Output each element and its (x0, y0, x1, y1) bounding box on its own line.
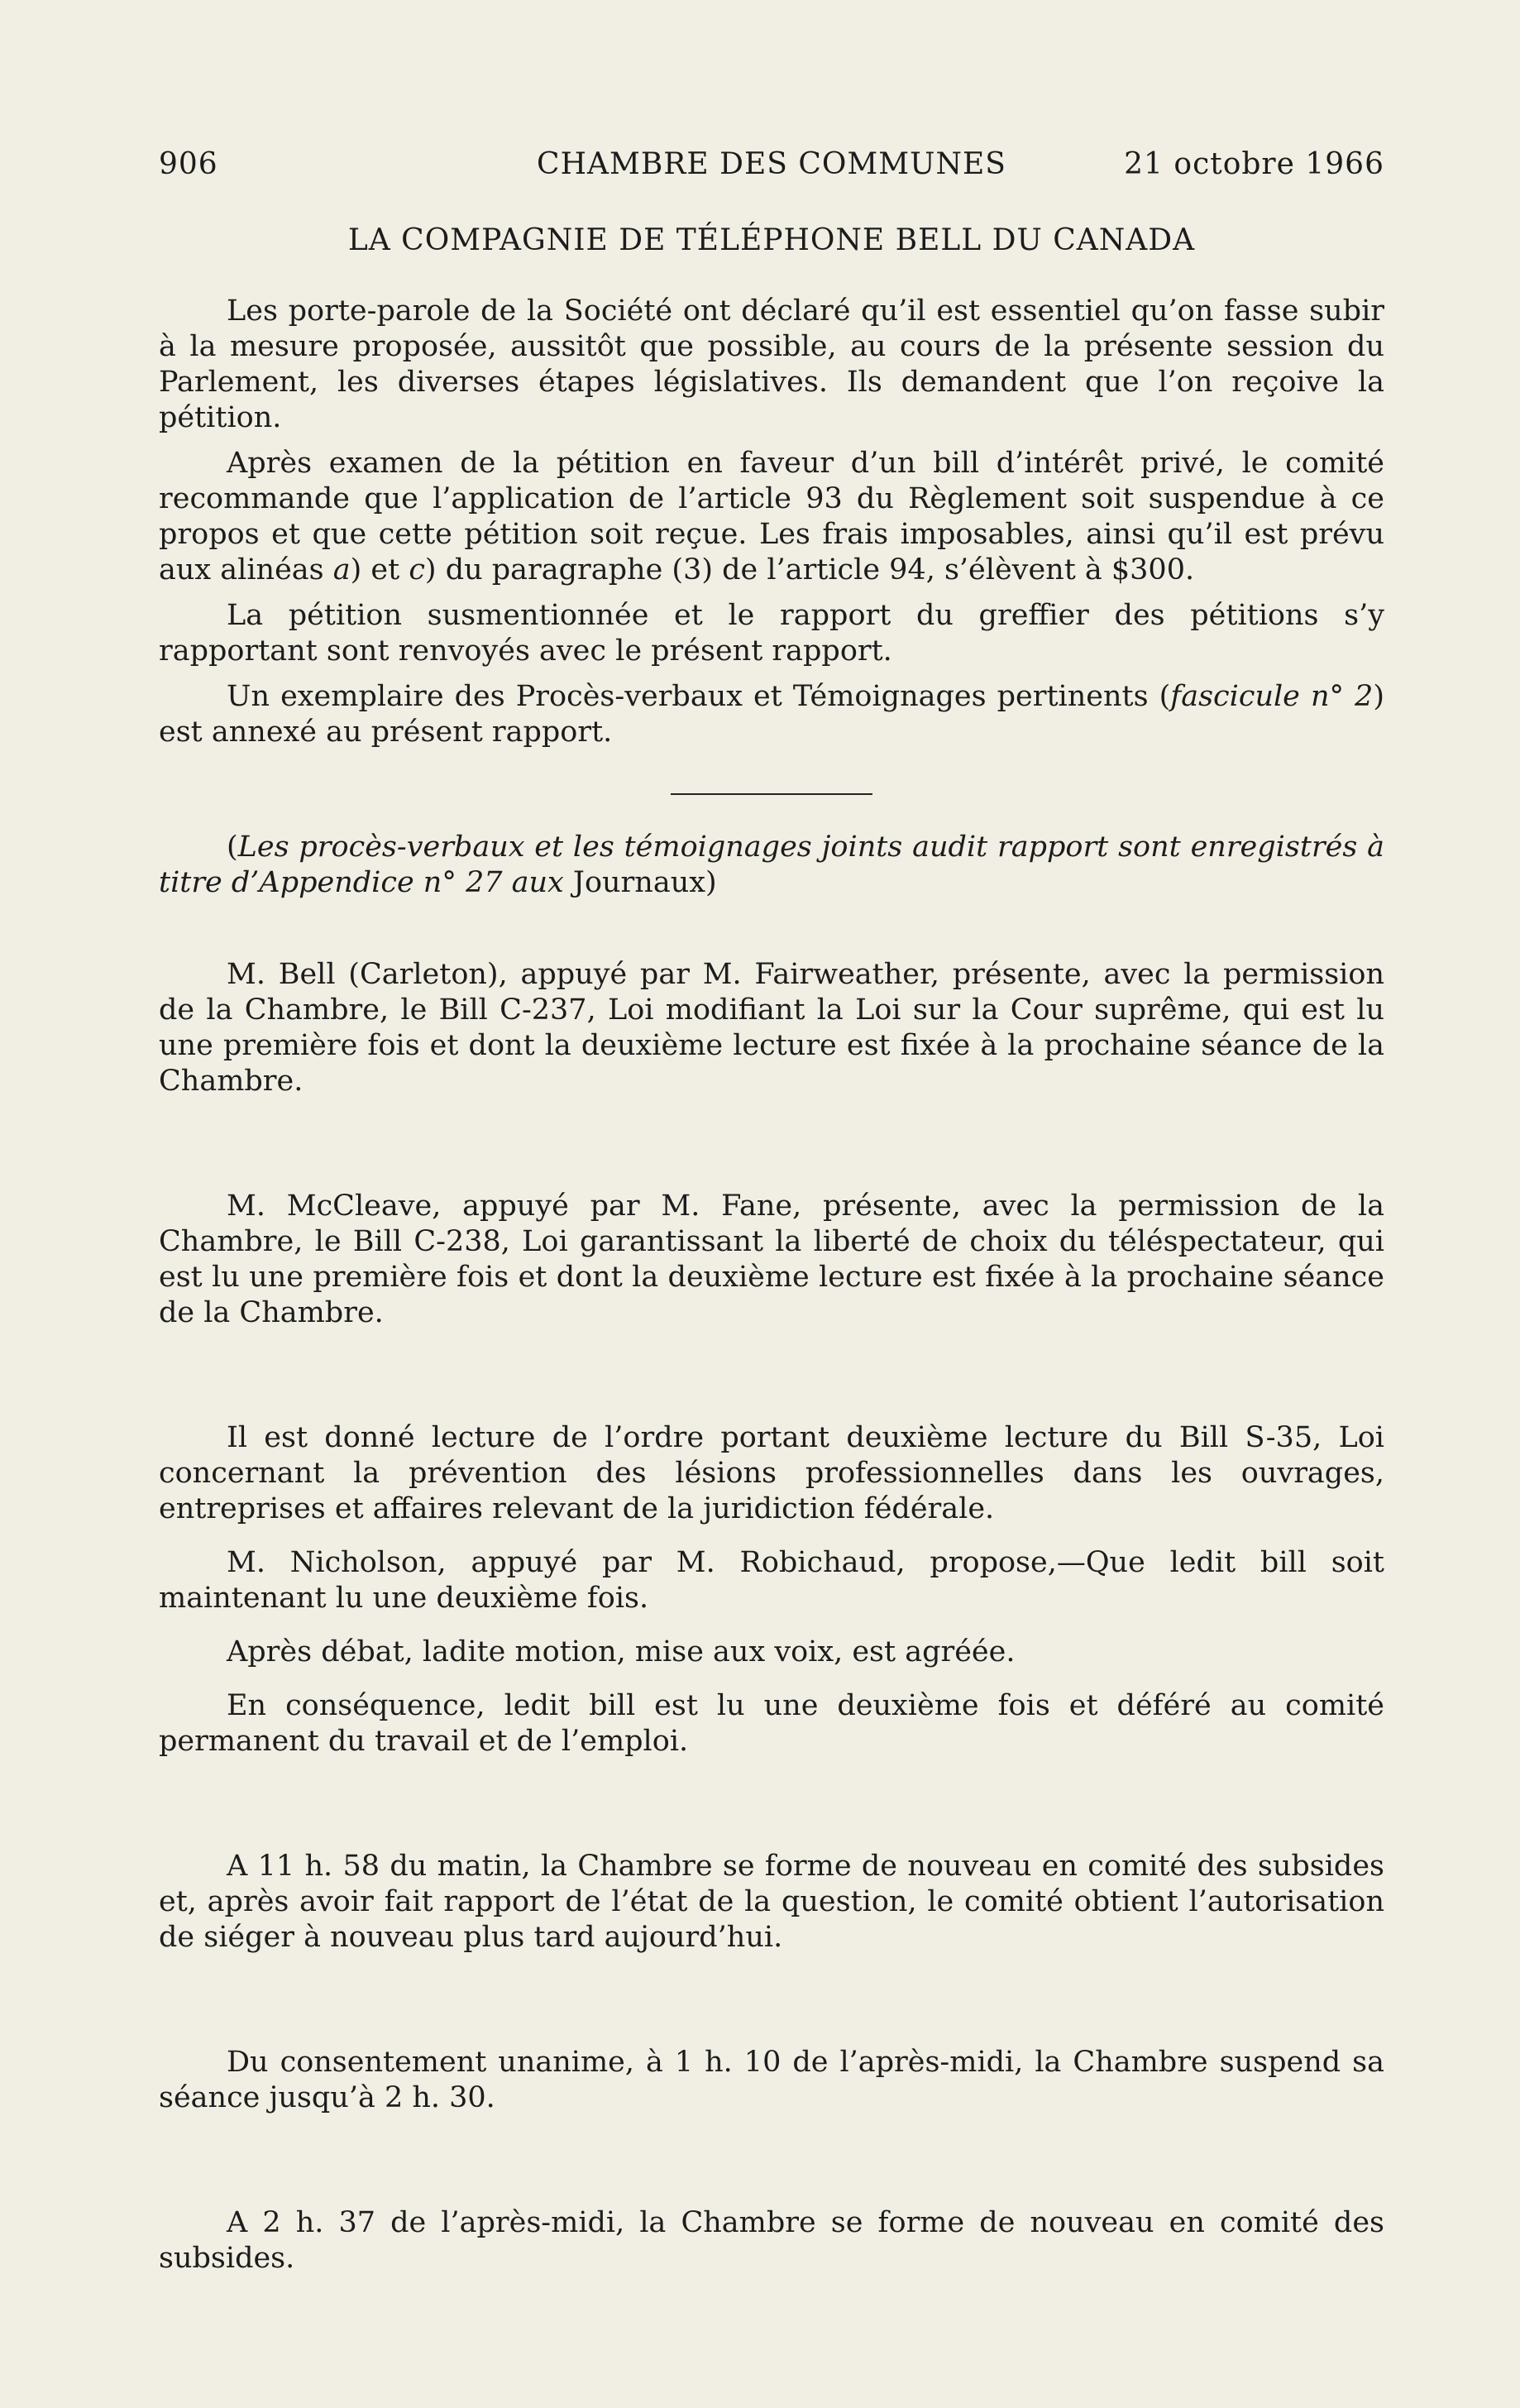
bill-introduction: M. McCleave, appuyé par M. Fane, présente, avec la permission de la Chambre, le Bill C-238, Loi garantissant la liberté de choix du téléspectateur, qui est lu une première fois et dont la deuxième lecture est fixée à la prochaine séance de la Chambre. (159, 1190, 1384, 1329)
bill-introduction: M. Bell (Carleton), appuyé par M. Fairweather, présente, avec la permission de la Chambre, le Bill C-237, Loi modifiant la Loi sur la Cour suprême, qui est lu une première fois et dont la deuxième lecture est fixée à la prochaine séance de la Chambre. (159, 958, 1384, 1098)
report-paragraph (159, 446, 1384, 588)
report-paragraph: La pétition susmentionnée et le rapport du greffier des pétitions s’y rapportant sont renvoyés avec le présent rapport. (159, 599, 1384, 668)
document-page (159, 141, 1384, 2276)
bill-referral: En conséquence, ledit bill est lu une deuxième fois et déféré au comité permanent du travail et de l’emploi. (159, 1689, 1384, 1758)
report-text: ) est annexé au présent rapport. (159, 680, 1384, 749)
motion-result: Après débat, ladite motion, mise aux voix, est agréée. (227, 1635, 1016, 1668)
page-date: 21 octobre 1966 (1124, 147, 1384, 181)
report-text-italic: c (409, 553, 425, 586)
report-text: Un exemplaire des Procès-verbaux et Témoignages pertinents ( (227, 680, 1171, 713)
journal-title: CHAMBRE DES COMMUNES (537, 147, 1006, 181)
running-header (159, 141, 1384, 190)
proceedings-entry: A 11 h. 58 du matin, la Chambre se forme de nouveau en comité des subsides et, après avoir fait rapport de l’état de la question, le comité obtient l’autorisation de siéger à nouveau plus tard aujourd’hui. (159, 1850, 1384, 1954)
report-paragraph (159, 679, 1384, 750)
report-text: ) du paragraphe (3) de l’article 94, s’élèvent à $300. (424, 553, 1195, 586)
section-title: LA COMPAGNIE DE TÉLÉPHONE BELL DU CANADA (347, 223, 1196, 257)
order-reading: Il est donné lecture de l’ordre portant deuxième lecture du Bill S-35, Loi concernant la prévention des lésions professionnelles dans les ouvrages, entreprises et affaires relevant de la juridiction fédérale. (159, 1421, 1384, 1525)
note-text: ( (227, 831, 238, 864)
proceedings-entry: A 2 h. 37 de l’après-midi, la Chambre se forme de nouveau en comité des subsides. (159, 2206, 1384, 2275)
report-text: Après examen de la pétition en faveur d’un bill d’intérêt privé, le comité recommande que l’application de l’article 93 du Règlement soit suspendue à ce propos et que cette pétition soit reçue. Les frais imposables, ainsi qu’il est prévu aux alinéas (159, 447, 1384, 586)
note-text: Journaux) (563, 866, 717, 899)
report-text-italic: a (332, 553, 351, 586)
section-divider (671, 793, 872, 795)
note-text-italic: Les procès-verbaux et les témoignages joints audit rapport sont enregistrés à titre d’Appendice n° 27 aux (159, 831, 1384, 899)
report-text-italic: fascicule n° 2 (1170, 680, 1374, 713)
report-text: ) et (350, 553, 409, 586)
report-paragraph: Les porte-parole de la Société ont déclaré qu’il est essentiel qu’on fasse subir à la mesure proposée, aussitôt que possible, au cours de la présente session du Parlement, les diverses étapes législatives. Ils demandent que l’on reçoive la pétition. (159, 294, 1384, 434)
page-number: 906 (159, 147, 218, 181)
motion: M. Nicholson, appuyé par M. Robichaud, propose,—Que ledit bill soit maintenant lu une deuxième fois. (159, 1546, 1384, 1615)
appendix-note (159, 830, 1384, 901)
proceedings-entry: Du consentement unanime, à 1 h. 10 de l’après-midi, la Chambre suspend sa séance jusqu’à 2 h. 30. (159, 2046, 1384, 2114)
